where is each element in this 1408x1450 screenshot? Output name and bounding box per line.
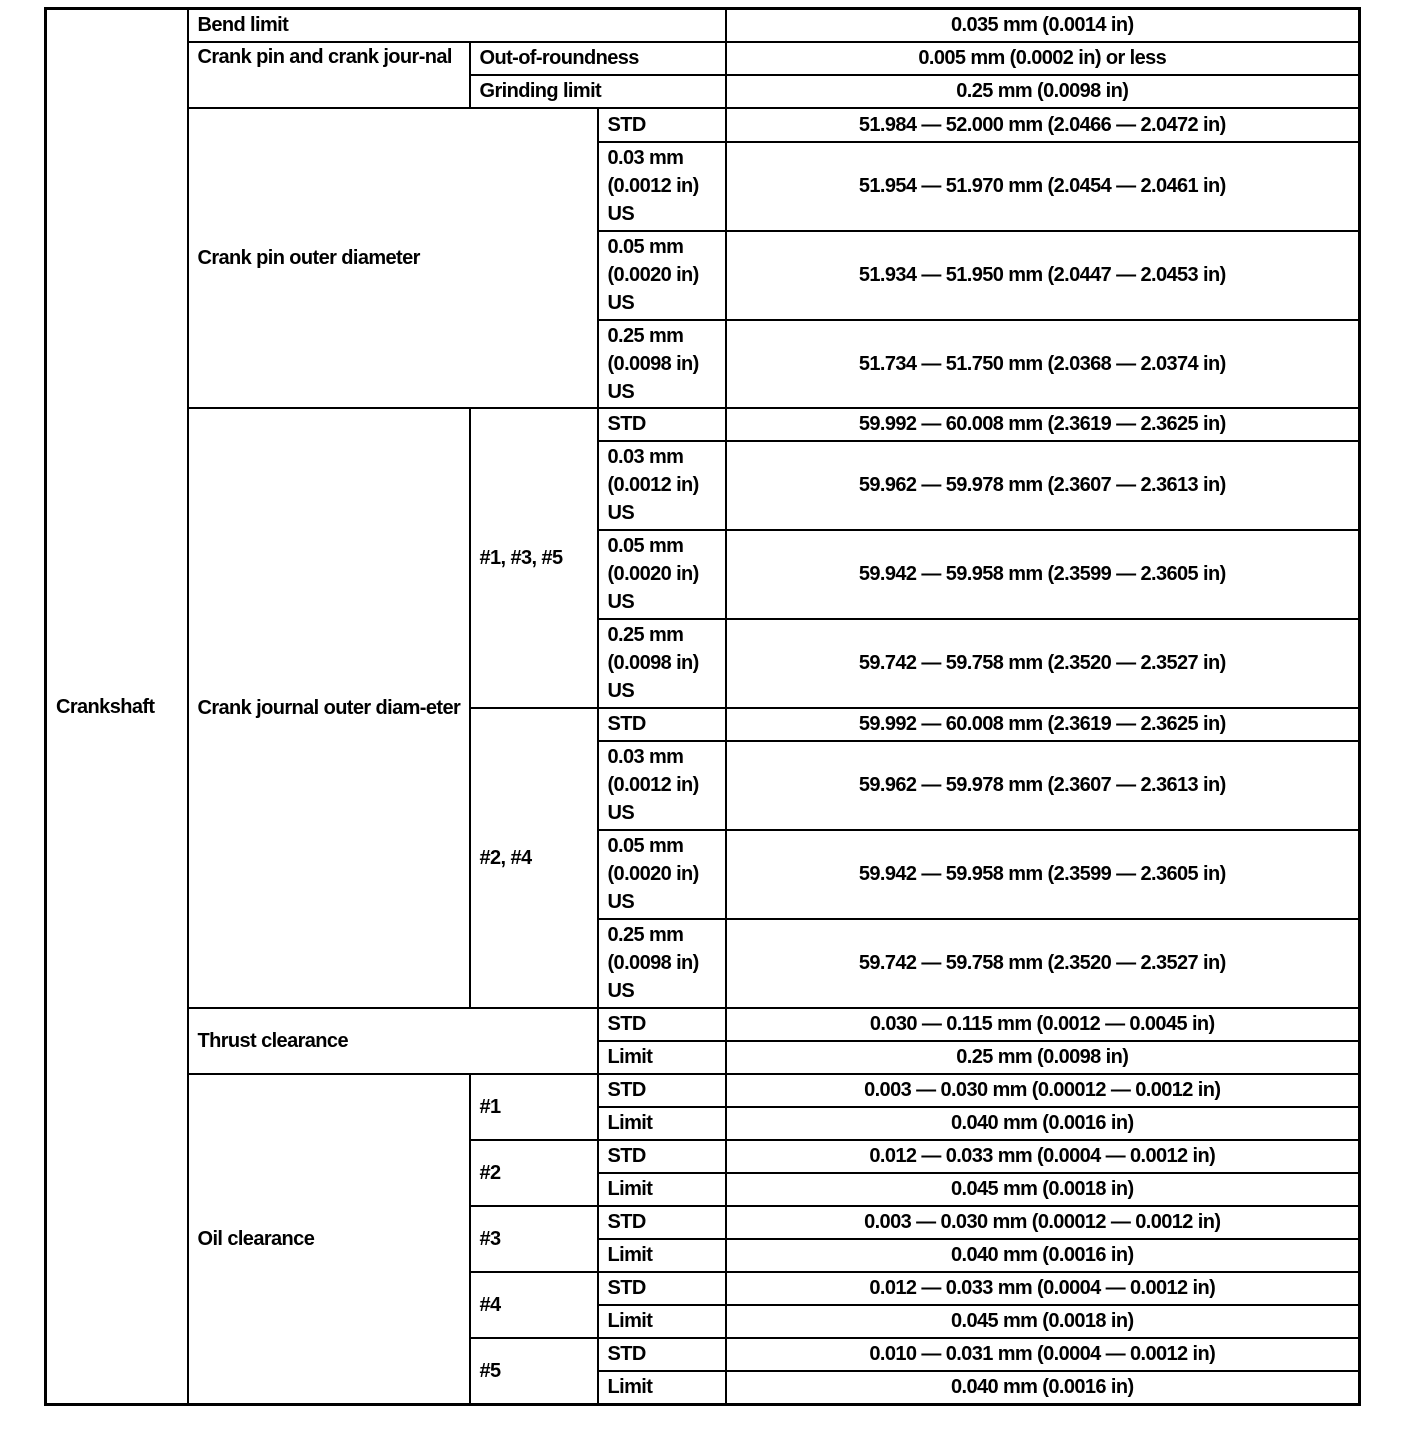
size-label: Limit bbox=[598, 1041, 726, 1074]
size-label: STD bbox=[598, 1140, 726, 1173]
table-row bbox=[46, 408, 1360, 441]
component-label: Crankshaft bbox=[46, 9, 188, 1405]
table-row bbox=[46, 1008, 1360, 1041]
spec-value: 59.742 — 59.758 mm (2.3520 — 2.3527 in) bbox=[726, 619, 1360, 708]
table-row bbox=[46, 108, 1360, 142]
size-label: Limit bbox=[598, 1239, 726, 1272]
size-label: 0.03 mm (0.0012 in) US bbox=[598, 142, 726, 231]
size-label: 0.25 mm (0.0098 in) US bbox=[598, 320, 726, 408]
spec-label: Crank pin outer diameter bbox=[188, 108, 598, 408]
journal-label: #1, #3, #5 bbox=[470, 408, 598, 708]
spec-label: Bend limit bbox=[188, 9, 726, 42]
spec-sublabel: Grinding limit bbox=[470, 75, 726, 108]
size-label: STD bbox=[598, 1272, 726, 1305]
journal-label: #4 bbox=[470, 1272, 598, 1338]
spec-value: 0.012 — 0.033 mm (0.0004 — 0.0012 in) bbox=[726, 1272, 1360, 1305]
size-label: 0.25 mm (0.0098 in) US bbox=[598, 919, 726, 1008]
table-row bbox=[46, 1074, 1360, 1107]
spec-value: 0.040 mm (0.0016 in) bbox=[726, 1371, 1360, 1405]
size-label: Limit bbox=[598, 1371, 726, 1405]
size-label: STD bbox=[598, 1074, 726, 1107]
spec-value: 0.003 — 0.030 mm (0.00012 — 0.0012 in) bbox=[726, 1074, 1360, 1107]
size-label: STD bbox=[598, 708, 726, 741]
spec-value: 51.934 — 51.950 mm (2.0447 — 2.0453 in) bbox=[726, 231, 1360, 320]
spec-value: 51.954 — 51.970 mm (2.0454 — 2.0461 in) bbox=[726, 142, 1360, 231]
spec-value: 0.25 mm (0.0098 in) bbox=[726, 75, 1360, 108]
spec-value: 0.010 — 0.031 mm (0.0004 — 0.0012 in) bbox=[726, 1338, 1360, 1371]
size-label: 0.03 mm (0.0012 in) US bbox=[598, 441, 726, 530]
size-label: 0.05 mm (0.0020 in) US bbox=[598, 231, 726, 320]
spec-label: Thrust clearance bbox=[188, 1008, 598, 1074]
journal-label: #5 bbox=[470, 1338, 598, 1405]
size-label: STD bbox=[598, 1206, 726, 1239]
spec-value: 0.012 — 0.033 mm (0.0004 — 0.0012 in) bbox=[726, 1140, 1360, 1173]
size-label: STD bbox=[598, 108, 726, 142]
spec-label: Crank journal outer diam-eter bbox=[188, 408, 470, 1008]
spec-value: 0.003 — 0.030 mm (0.00012 — 0.0012 in) bbox=[726, 1206, 1360, 1239]
spec-value: 0.045 mm (0.0018 in) bbox=[726, 1305, 1360, 1338]
spec-value: 0.005 mm (0.0002 in) or less bbox=[726, 42, 1360, 75]
spec-value: 0.045 mm (0.0018 in) bbox=[726, 1173, 1360, 1206]
spec-label: Crank pin and crank jour-nal bbox=[188, 42, 470, 108]
spec-value: 59.992 — 60.008 mm (2.3619 — 2.3625 in) bbox=[726, 408, 1360, 441]
size-label: Limit bbox=[598, 1305, 726, 1338]
spec-value: 59.962 — 59.978 mm (2.3607 — 2.3613 in) bbox=[726, 441, 1360, 530]
spec-value: 51.984 — 52.000 mm (2.0466 — 2.0472 in) bbox=[726, 108, 1360, 142]
table-row bbox=[46, 42, 1360, 75]
size-label: STD bbox=[598, 1008, 726, 1041]
size-label: Limit bbox=[598, 1107, 726, 1140]
spec-value: 59.992 — 60.008 mm (2.3619 — 2.3625 in) bbox=[726, 708, 1360, 741]
spec-value: 0.040 mm (0.0016 in) bbox=[726, 1107, 1360, 1140]
spec-sublabel: Out-of-roundness bbox=[470, 42, 726, 75]
spec-value: 0.25 mm (0.0098 in) bbox=[726, 1041, 1360, 1074]
spec-value: 0.030 — 0.115 mm (0.0012 — 0.0045 in) bbox=[726, 1008, 1360, 1041]
journal-label: #2 bbox=[470, 1140, 598, 1206]
size-label: Limit bbox=[598, 1173, 726, 1206]
journal-label: #3 bbox=[470, 1206, 598, 1272]
spec-label: Oil clearance bbox=[188, 1074, 470, 1405]
crankshaft-spec-table bbox=[44, 7, 1361, 1406]
size-label: STD bbox=[598, 1338, 726, 1371]
size-label: 0.05 mm (0.0020 in) US bbox=[598, 830, 726, 919]
spec-value: 51.734 — 51.750 mm (2.0368 — 2.0374 in) bbox=[726, 320, 1360, 408]
spec-value: 0.035 mm (0.0014 in) bbox=[726, 9, 1360, 42]
journal-label: #1 bbox=[470, 1074, 598, 1140]
size-label: 0.03 mm (0.0012 in) US bbox=[598, 741, 726, 830]
table-row bbox=[46, 9, 1360, 42]
spec-value: 59.942 — 59.958 mm (2.3599 — 2.3605 in) bbox=[726, 530, 1360, 619]
size-label: STD bbox=[598, 408, 726, 441]
journal-label: #2, #4 bbox=[470, 708, 598, 1008]
spec-value: 0.040 mm (0.0016 in) bbox=[726, 1239, 1360, 1272]
spec-value: 59.962 — 59.978 mm (2.3607 — 2.3613 in) bbox=[726, 741, 1360, 830]
size-label: 0.25 mm (0.0098 in) US bbox=[598, 619, 726, 708]
spec-value: 59.742 — 59.758 mm (2.3520 — 2.3527 in) bbox=[726, 919, 1360, 1008]
spec-value: 59.942 — 59.958 mm (2.3599 — 2.3605 in) bbox=[726, 830, 1360, 919]
size-label: 0.05 mm (0.0020 in) US bbox=[598, 530, 726, 619]
